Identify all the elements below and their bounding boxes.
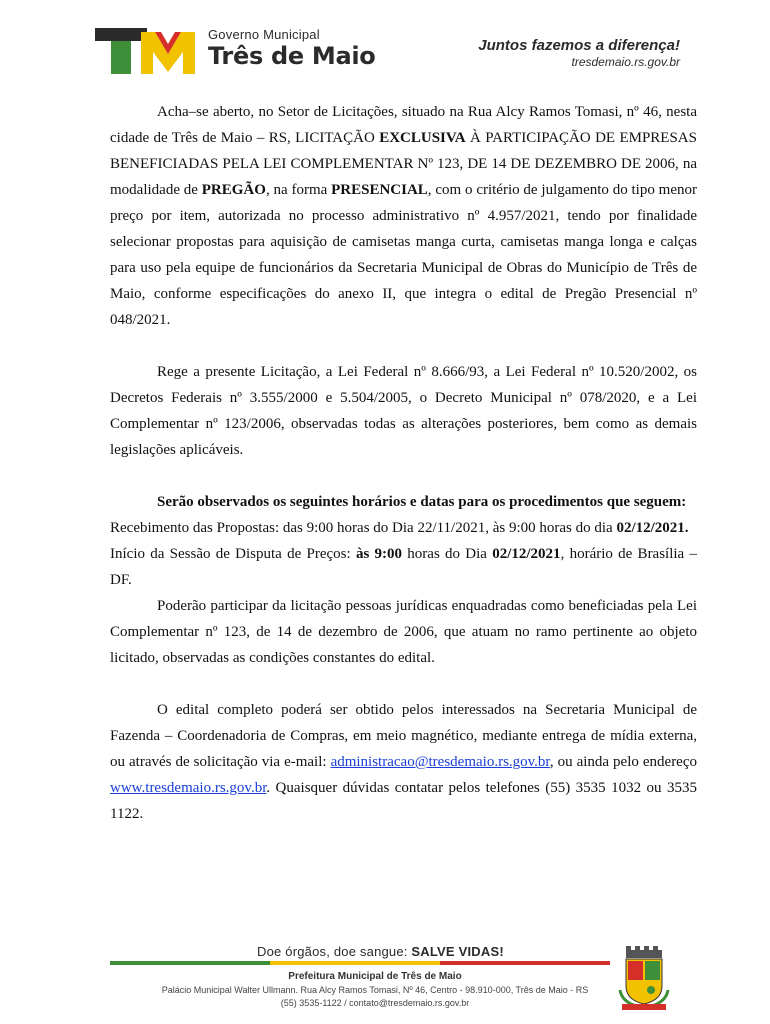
paragraph-edital — [110, 697, 697, 827]
email-link[interactable]: administracao@tresdemaio.rs.gov.br — [330, 754, 550, 770]
text-span: , com o critério de julgamento do tipo menor preço por item, autorizada no processo administrativo nº 4.957/2021, tendo por finalidade selecionar propostas para aquisição de camisetas manga curta, camisetas manga longa e calças para uso pela equipe de funcionários da Secretaria Municipal de Obras do Município de Três de Maio, conforme especificações do anexo II, que integra o edital de Pregão Presencial nº 048/2021. — [110, 182, 697, 328]
footer-contact: (55) 3535-1122 / contato@tresdemaio.rs.gov.br — [280, 998, 470, 1008]
text-span: , horário de Brasília – DF. — [110, 546, 697, 588]
tagline: Juntos fazemos a diferença! — [478, 37, 680, 54]
text-span: , ou ainda pelo endereço — [549, 754, 697, 770]
footer-address: Palácio Municipal Walter Ullmann. Rua Alcy Ramos Tomasi, Nº 46, Centro - 98.910-000, Três de Maio - RS — [161, 985, 589, 995]
letterhead — [0, 0, 770, 95]
tagline-block — [478, 37, 680, 70]
website-link[interactable]: www.tresdemaio.rs.gov.br — [110, 780, 267, 796]
logo-wordmark — [208, 28, 376, 70]
logo-subtitle: Governo Municipal — [208, 27, 320, 42]
schedule-receipt — [110, 515, 697, 541]
text-span: Início da Sessão de Disputa de Preços: — [110, 546, 356, 562]
text-span: , na forma — [265, 182, 332, 198]
bold-pregao: PREGÃO — [201, 182, 266, 198]
color-stripe — [110, 961, 610, 965]
receipt-date: 02/12/2021. — [616, 520, 689, 536]
text-span: Recebimento das Propostas: das 9:00 horas do Dia 22/11/2021, às 9:00 horas do dia — [110, 520, 617, 536]
session-date: 02/12/2021 — [492, 546, 561, 562]
footer-title: Prefeitura Municipal de Três de Maio — [288, 971, 462, 982]
text-span: Acha–se aberto, no Setor de Licitações, situado na Rua Alcy Ramos Tomasi, nº 46, nesta cidade de Três de Maio – RS, LICITAÇÃO — [110, 104, 697, 146]
schedule-heading — [110, 489, 697, 515]
session-time: às 9:00 — [355, 546, 403, 562]
text-span: horas do Dia — [402, 546, 493, 562]
logo-title: Três de Maio — [208, 42, 376, 70]
document-body — [110, 99, 697, 827]
page-footer — [0, 940, 770, 1024]
header-website: tresdemaio.rs.gov.br — [571, 55, 680, 69]
text-span: O edital completo poderá ser obtido pelos interessados na Secretaria Municipal de Fazenda – Coordenadoria de Compras, em meio magnético, mediante entrega de mídia externa, ou através de solicitação via e-mail: — [110, 702, 697, 770]
bold-presencial: PRESENCIAL — [331, 182, 428, 198]
slogan-prefix: Doe órgãos, doe sangue: — [257, 944, 412, 959]
tm-logo-icon — [95, 28, 195, 74]
paragraph-announcement — [110, 99, 697, 333]
bold-exclusiva: EXCLUSIVA — [379, 130, 466, 146]
slogan-bold: SALVE VIDAS! — [411, 944, 504, 959]
footer-slogan — [257, 944, 504, 959]
text-span: À PARTICIPAÇÃO DE EMPRESAS BENEFICIADAS PELA LEI COMPLEMENTAR Nº 123, DE 14 DE DEZEMBRO DE 2006, na modalidade de — [110, 130, 697, 198]
paragraph-eligibility: Poderão participar da licitação pessoas jurídicas enquadradas como beneficiadas pela Lei Complementar nº 123, de 14 de dezembro de 2006, que atuam no ramo pertinente ao objeto licitado, observadas as condições constantes do edital. — [110, 598, 697, 666]
schedule-session — [110, 541, 697, 593]
municipal-crest-icon — [616, 946, 672, 1012]
schedule-heading-text: Serão observados os seguintes horários e datas para os procedimentos que seguem: — [157, 494, 687, 510]
text-span: . Quaisquer dúvidas contatar pelos telefones (55) 3535 1032 ou 3535 1122. — [110, 780, 697, 822]
paragraph-legislation: Rege a presente Licitação, a Lei Federal nº 8.666/93, a Lei Federal nº 10.520/2002, os Decretos Federais nº 3.555/2000 e 5.504/2005, o Decreto Municipal nº 078/2020, e a Lei Complementar nº 123/2006, observadas todas as alterações posteriores, bem como as demais legislações aplicáveis. — [110, 364, 697, 458]
